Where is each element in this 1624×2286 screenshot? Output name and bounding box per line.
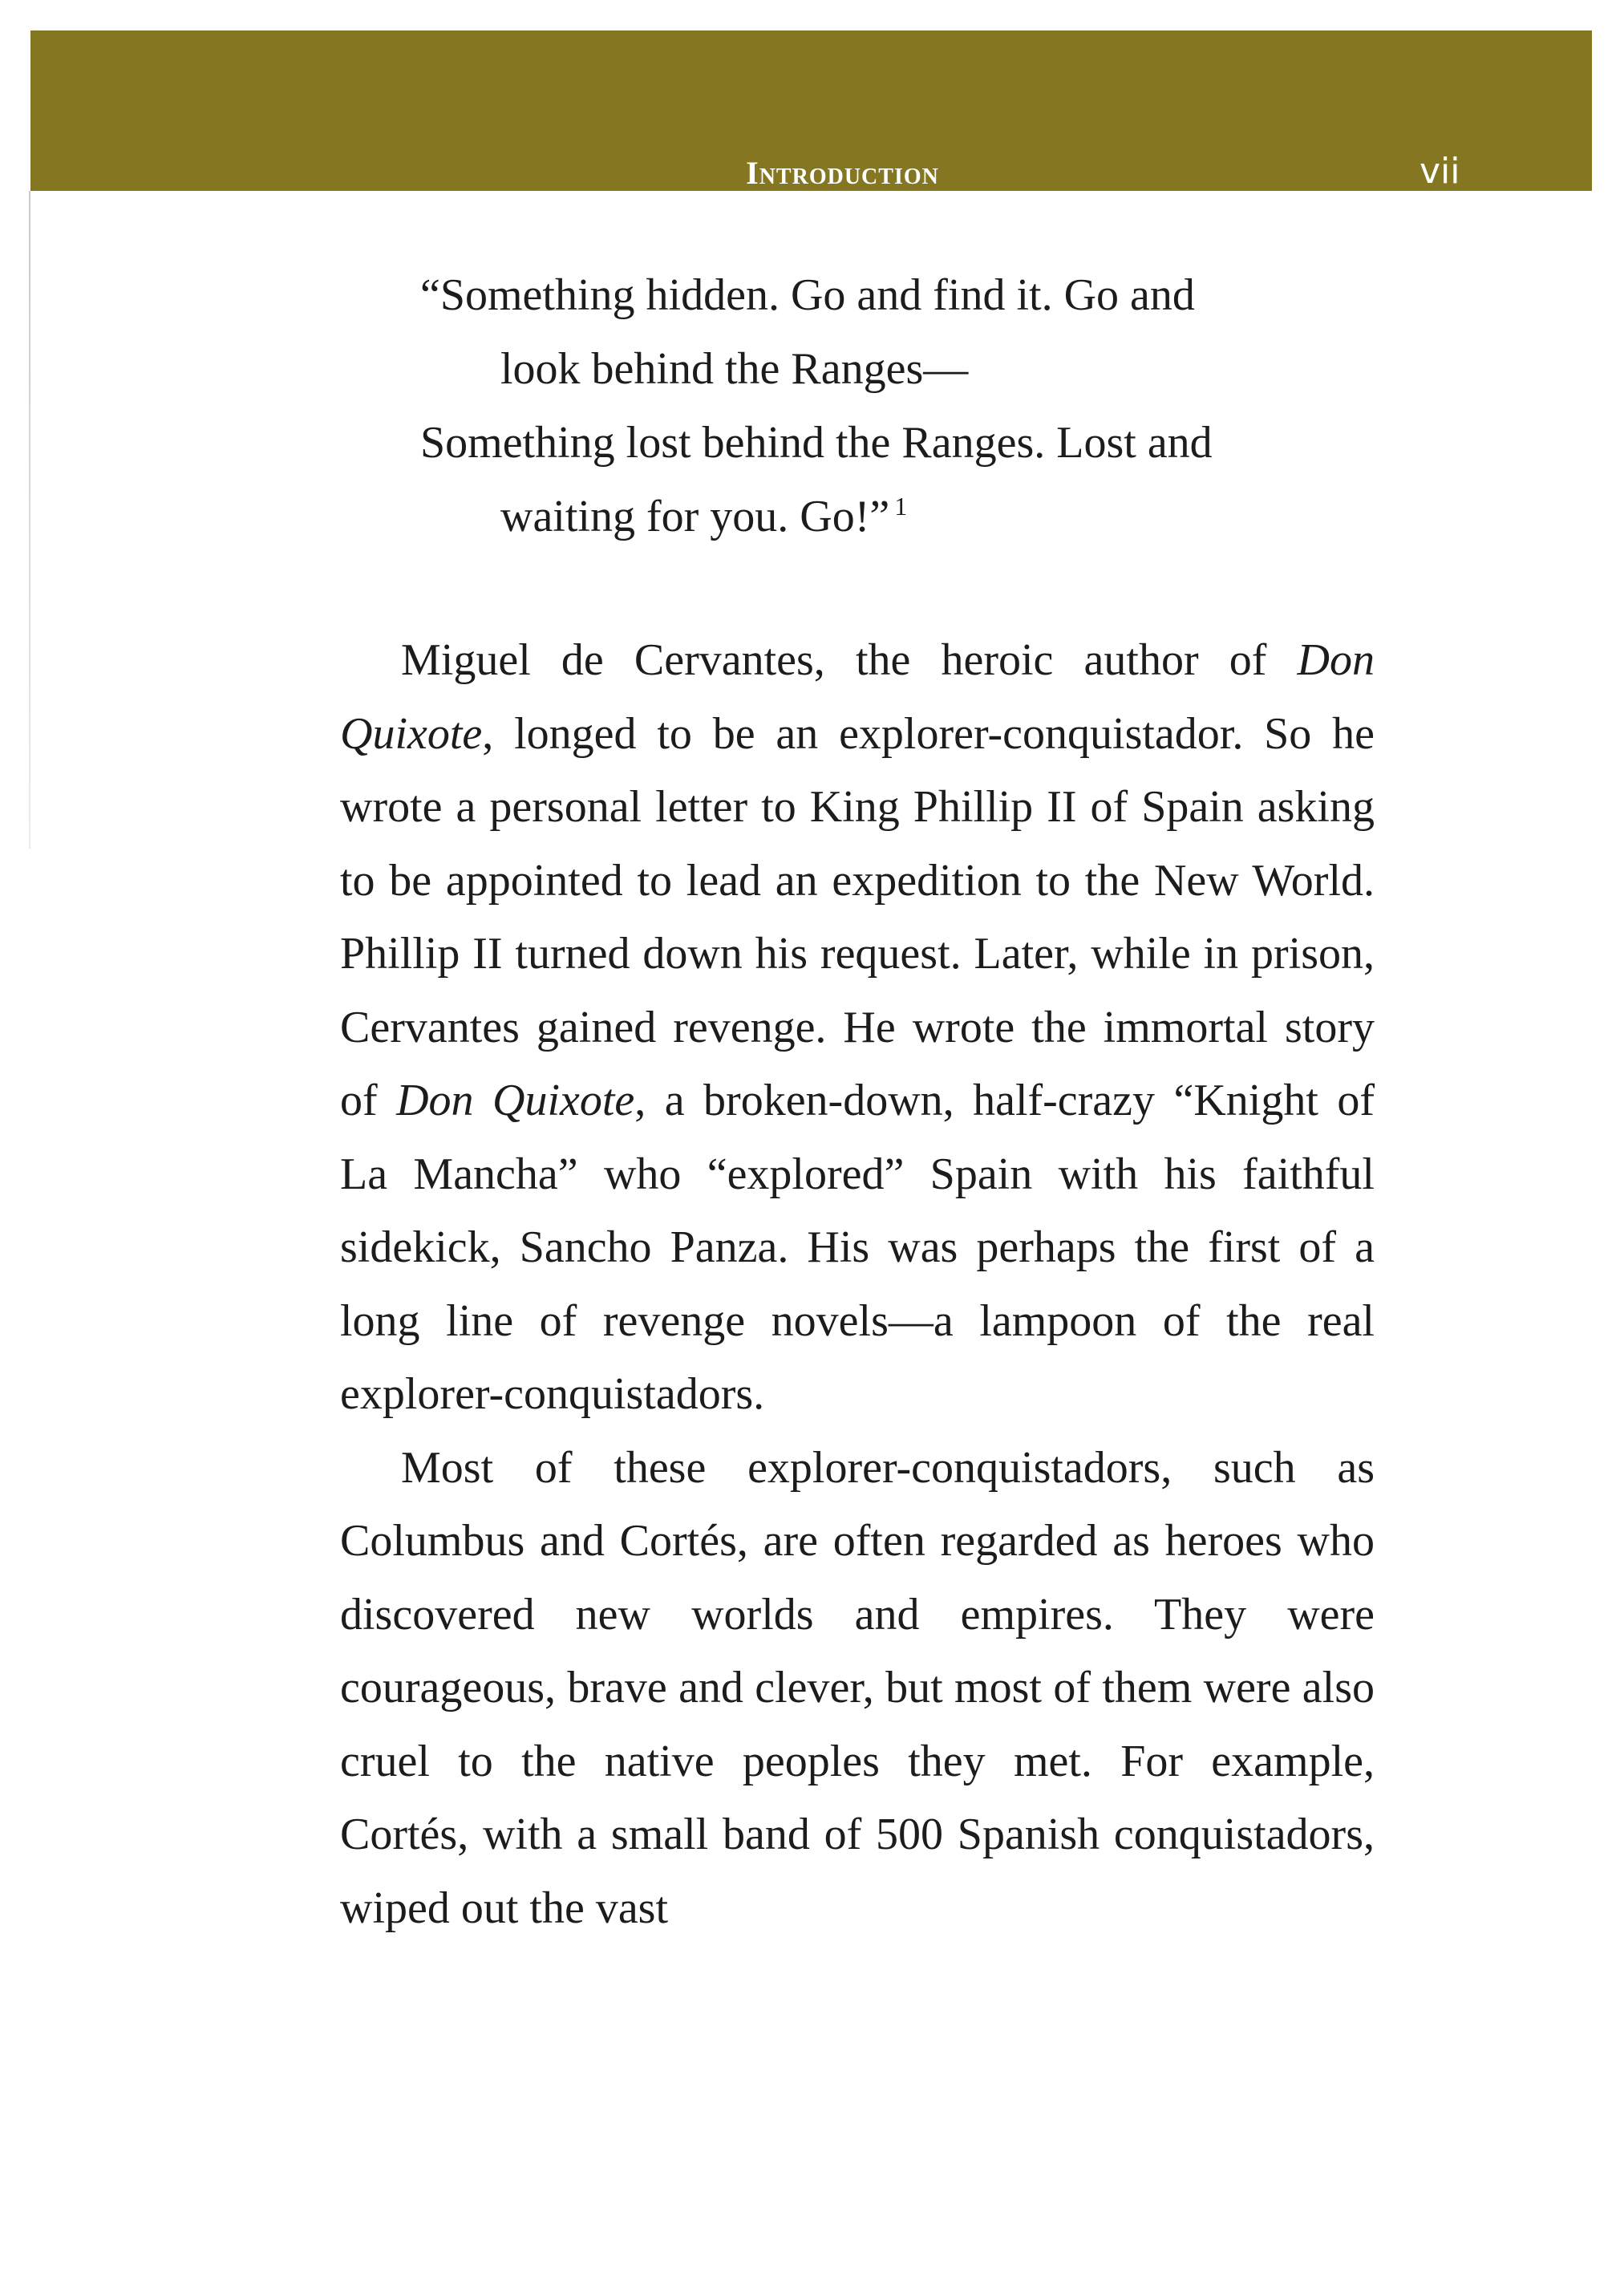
page-number: vii bbox=[1419, 151, 1460, 192]
paragraph-1-text-a: Miguel de Cervantes, the heroic author of bbox=[401, 635, 1298, 685]
running-head-title: Introduction bbox=[746, 155, 939, 191]
paragraph-cervantes bbox=[340, 624, 1375, 1432]
epigraph-line-4-text: waiting for you. Go!” bbox=[500, 492, 890, 541]
paragraph-conquistadors: Most of these explorer-conquistadors, such as Columbus and Cortés, are often regarded as heroes who discovered new worlds and empires. They were courageous, brave and clever, but most of them were also cruel to the native peoples they met. For example, Cortés, with a small band of 500 Spanish conquistadors, wiped out the vast bbox=[340, 1442, 1375, 1933]
paragraph-1-text-b: , longed to be an explorer-conquistador. So he wrote a personal letter to King Phillip II of Spain asking to be appointed to lead an expedition to the New World. Phillip II turned down his request. Later, while in prison, Cervantes gained revenge. He wrote the immortal story of bbox=[340, 708, 1375, 1125]
footnote-reference[interactable]: 1 bbox=[894, 492, 908, 521]
paragraph-1-text-c: , a broken-down, half-crazy “Knight of La Mancha” who “explored” Spain with his faithful sidekick, Sancho Panza. His was perhaps the first of a long line of revenge novels—a lampoon of the real explorer-conquistadors. bbox=[340, 1076, 1375, 1419]
epigraph-line-3: Something lost behind the Ranges. Lost and bbox=[420, 418, 1213, 468]
epigraph bbox=[417, 258, 1411, 553]
page-edge-rule bbox=[29, 191, 30, 849]
book-title-don-quixote: Don Quixote bbox=[396, 1076, 635, 1125]
book-title-don-quixote: Don Quixote bbox=[340, 635, 1375, 759]
epigraph-line-4 bbox=[417, 480, 1411, 553]
epigraph-line-1: “Something hidden. Go and find it. Go and bbox=[420, 270, 1195, 320]
body-text bbox=[340, 624, 1375, 1945]
epigraph-line-2: look behind the Ranges— bbox=[500, 344, 969, 394]
running-head bbox=[0, 157, 1624, 189]
